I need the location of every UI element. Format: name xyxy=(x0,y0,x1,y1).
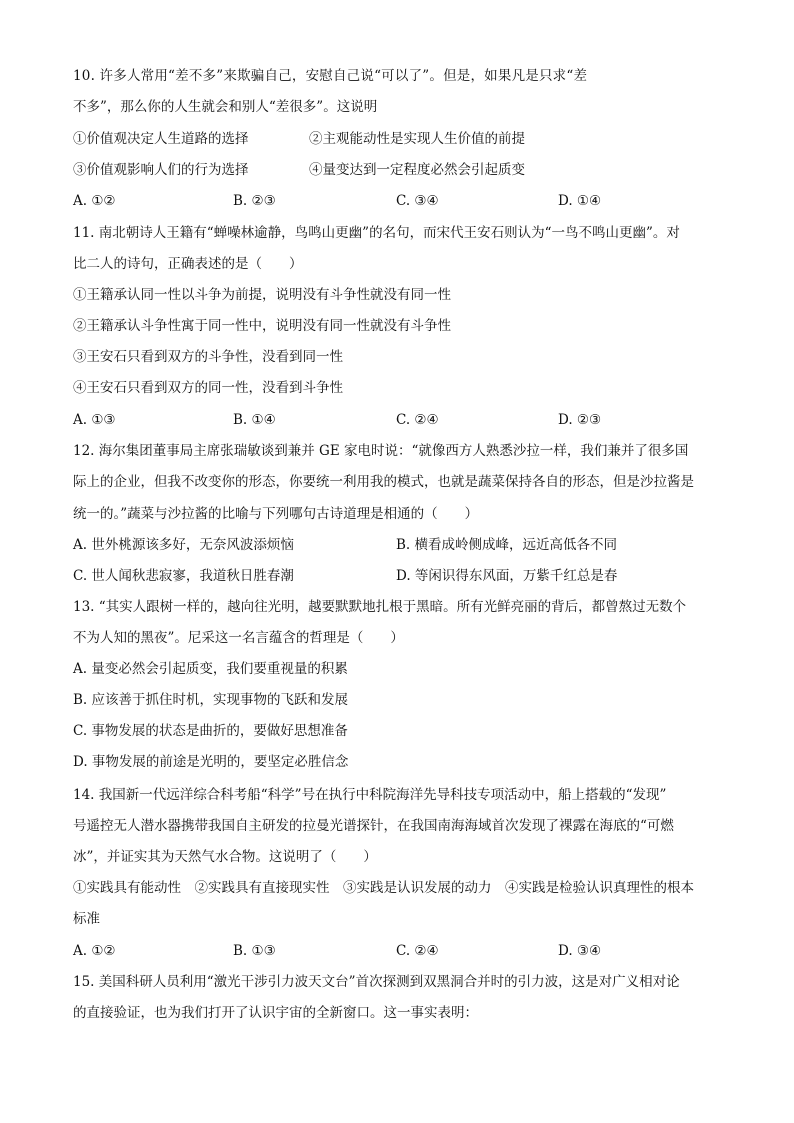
statement-3: ③价值观影响人们的行为选择 xyxy=(73,162,249,178)
option-b: B. ②③ xyxy=(233,193,276,209)
question-11-stem-line-2: 比二人的诗句，正确表述的是（ ） xyxy=(73,256,303,272)
option-d: D. 事物发展的前途是光明的，要坚定必胜信念 xyxy=(73,754,349,770)
option-b: B. ①④ xyxy=(233,412,276,428)
statement-1: ①王籍承认同一性以斗争为前提，说明没有斗争性就没有同一性 xyxy=(73,287,451,303)
option-b: B. 横看成岭侧成峰，远近高低各不同 xyxy=(396,537,618,553)
statement-1: ①价值观决定人生道路的选择 xyxy=(73,131,249,147)
option-a: A. ①③ xyxy=(73,412,116,428)
option-c: C. 事物发展的状态是曲折的，要做好思想准备 xyxy=(73,723,348,739)
question-12-stem-line-1: 12. 海尔集团董事局主席张瑞敏谈到兼并 GE 家电时说：“就像西方人熟悉沙拉一样，我们兼并了很多国 xyxy=(73,443,689,459)
question-15-stem-line-1: 15. 美国科研人员利用“激光干涉引力波天文台”首次探测到双黑洞合并时的引力波，这是对广义相对论 xyxy=(73,974,680,990)
option-c: C. 世人闻秋悲寂寥，我道秋日胜春潮 xyxy=(73,568,294,584)
statement-3: ③王安石只看到双方的斗争性，没看到同一性 xyxy=(73,349,343,365)
option-d: D. ②③ xyxy=(558,412,602,428)
question-15-stem-line-2: 的直接验证，也为我们打开了认识宇宙的全新窗口。这一事实表明： xyxy=(73,1005,478,1021)
question-14-stem-line-1: 14. 我国新一代远洋综合科考船“科学”号在执行中科院海洋先导科技专项活动中，船上搭载的“发现” xyxy=(73,787,667,803)
option-b: B. ①③ xyxy=(233,943,276,959)
option-c: C. ③④ xyxy=(396,193,439,209)
statement-2: ②主观能动性是实现人生价值的前提 xyxy=(309,131,525,147)
option-d: D. ③④ xyxy=(558,943,602,959)
option-c: C. ②④ xyxy=(396,412,439,428)
question-13-stem-line-2: 不为人知的黑夜”。尼采这一名言蕴含的哲理是（ ） xyxy=(73,630,404,646)
statements-line: ①实践具有能动性 ②实践具有直接现实性 ③实践是认识发展的动力 ④实践是检验认识真理性的根本 xyxy=(73,880,694,896)
question-10-stem-line-1: 10. 许多人常用“差不多”来欺骗自己，安慰自己说“可以了”。但是，如果凡是只求“差 xyxy=(73,68,588,84)
question-11-stem-line-1: 11. 南北朝诗人王籍有“蝉噪林逾静，鸟鸣山更幽”的名句，而宋代王安石则认为“一鸟不鸣山更幽”。对 xyxy=(73,225,680,241)
statement-4: ④量变达到一定程度必然会引起质变 xyxy=(309,162,525,178)
option-c: C. ②④ xyxy=(396,943,439,959)
option-d: D. 等闲识得东风面，万紫千红总是春 xyxy=(396,568,618,584)
statements-line-continued: 标准 xyxy=(73,911,100,927)
statement-2: ②王籍承认斗争性寓于同一性中，说明没有同一性就没有斗争性 xyxy=(73,318,451,334)
option-a: A. ①② xyxy=(73,943,116,959)
option-a: A. ①② xyxy=(73,193,116,209)
question-13-stem-line-1: 13. “其实人跟树一样的，越向往光明，越要默默地扎根于黑暗。所有光鲜亮丽的背后，都曾熬过无数个 xyxy=(73,599,687,615)
question-12-stem-line-2: 际上的企业，但我不改变你的形态，你要统一利用我的模式，也就是蔬菜保持各自的形态，但是沙拉酱是 xyxy=(73,474,694,490)
question-14-stem-line-3: 冰”，并证实其为天然气水合物。这说明了（ ） xyxy=(73,849,377,865)
option-a: A. 世外桃源该多好，无奈风波添烦恼 xyxy=(73,537,294,553)
question-10-stem-line-2: 不多”，那么你的人生就会和别人“差很多”。这说明 xyxy=(73,99,378,115)
statement-4: ④王安石只看到双方的同一性，没看到斗争性 xyxy=(73,380,343,396)
question-12-stem-line-3: 统一的。”蔬菜与沙拉酱的比喻与下列哪句古诗道理是相通的（ ） xyxy=(73,506,479,522)
option-b: B. 应该善于抓住时机，实现事物的飞跃和发展 xyxy=(73,692,349,708)
option-d: D. ①④ xyxy=(558,193,602,209)
option-a: A. 量变必然会引起质变，我们要重视量的积累 xyxy=(73,661,348,677)
question-14-stem-line-2: 号遥控无人潜水器携带我国自主研发的拉曼光谱探针，在我国南海海域首次发现了裸露在海底的“可燃 xyxy=(73,818,674,834)
